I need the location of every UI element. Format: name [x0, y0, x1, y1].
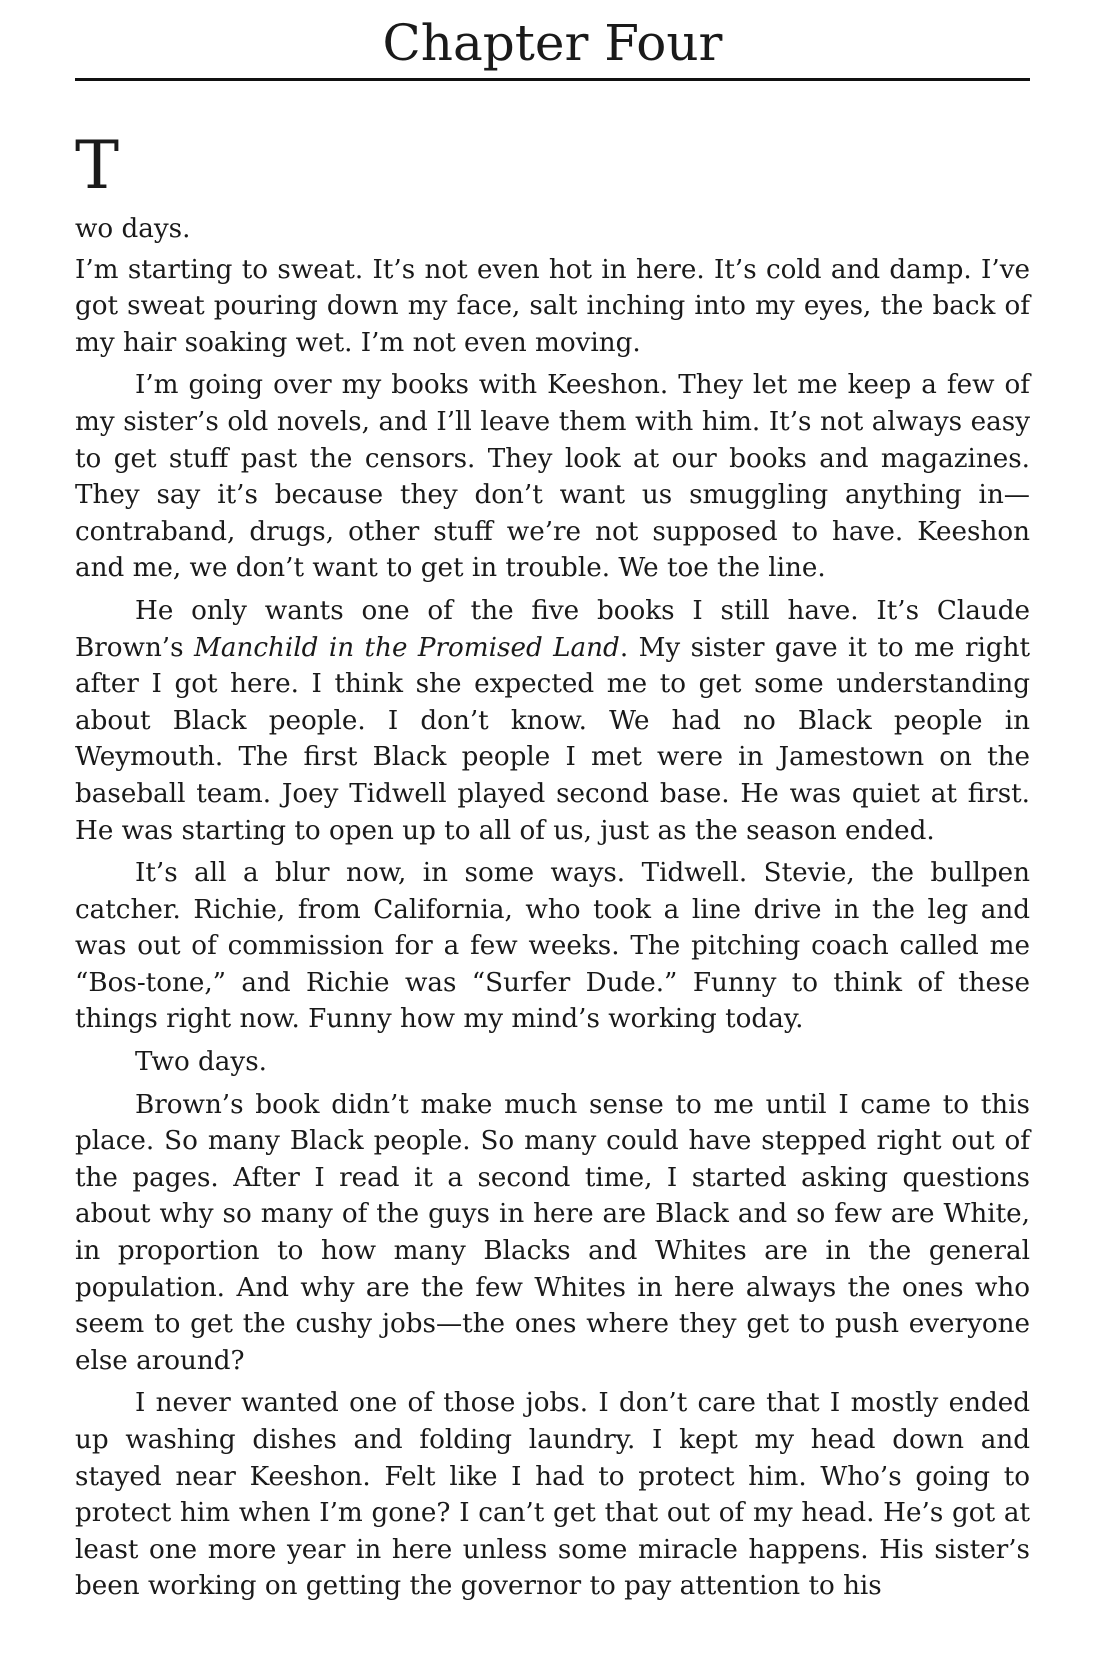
chapter-body	[75, 252, 1030, 1605]
book-page	[75, 0, 1030, 1605]
paragraph-text: I never wanted one of those jobs. I don’t care that I mostly ended up washing dishes and folding laundry. I kept my head down and stayed near Keeshon. Felt like I had to protect him. Who’s going to protect him when I’m gone? I can’t get that out of my head. He’s got at least one more year in here unless some miracle happens. His sister’s been working on getting the governor to pay attention to his	[75, 1388, 1030, 1602]
chapter-title: Chapter Four	[75, 18, 1030, 81]
paragraph	[75, 1044, 1030, 1081]
drop-cap: T	[75, 127, 120, 204]
paragraph	[75, 1385, 1030, 1605]
paragraph	[75, 252, 1030, 362]
book-title: Manchild in the Promised Land	[194, 632, 620, 663]
paragraph-text: Two days.	[135, 1047, 267, 1078]
paragraph	[75, 855, 1030, 1038]
paragraph	[75, 593, 1030, 849]
paragraph-text: It’s all a blur now, in some ways. Tidwell. Stevie, the bullpen catcher. Richie, from California, who took a line drive in the leg and was out of commission for a few weeks. The pitching coach called me “Bos-tone,” and Richie was “Surfer Dude.” Funny to think of these things right now. Funny how my mind’s working today.	[75, 858, 1030, 1035]
paragraph	[75, 1087, 1030, 1380]
paragraph-text: I’m going over my books with Keeshon. They let me keep a few of my sister’s old novels, and I’ll leave them with him. It’s not always easy to get stuff past the censors. They look at our books and magazines. They say it’s because they don’t want us smuggling anything in—contraband, drugs, other stuff we’re not supposed to have. Keeshon and me, we don’t want to get in trouble. We toe the line.	[75, 370, 1030, 584]
paragraph-text: . My sister gave it to me right after I got here. I think she expected me to get some understanding about Black people. I don’t know. We had no Black people in Weymouth. The first Black people I met were in Jamestown on the baseball team. Joey Tidwell played second base. He was quiet at first. He was starting to open up to all of us, just as the season ended.	[75, 632, 1030, 846]
opening-line: wo days.	[75, 214, 191, 244]
paragraph-text: Brown’s book didn’t make much sense to me until I came to this place. So many Black people. So many could have stepped right out of the pages. After I read it a second time, I started asking questions about why so many of the guys in here are Black and so few are White, in proportion to how many Blacks and Whites are in the general population. And why are the few Whites in here always the ones who seem to get the cushy jobs—the ones where they get to push everyone else around?	[75, 1089, 1030, 1376]
paragraph	[75, 367, 1030, 587]
paragraph-text: I’m starting to sweat. It’s not even hot in here. It’s cold and damp. I’ve got sweat pouring down my face, salt inching into my eyes, the back of my hair soaking wet. I’m not even moving.	[75, 254, 1030, 358]
paragraph-text: He only wants one of the five books I still have. It’s Claude Brown’s	[75, 595, 1030, 663]
